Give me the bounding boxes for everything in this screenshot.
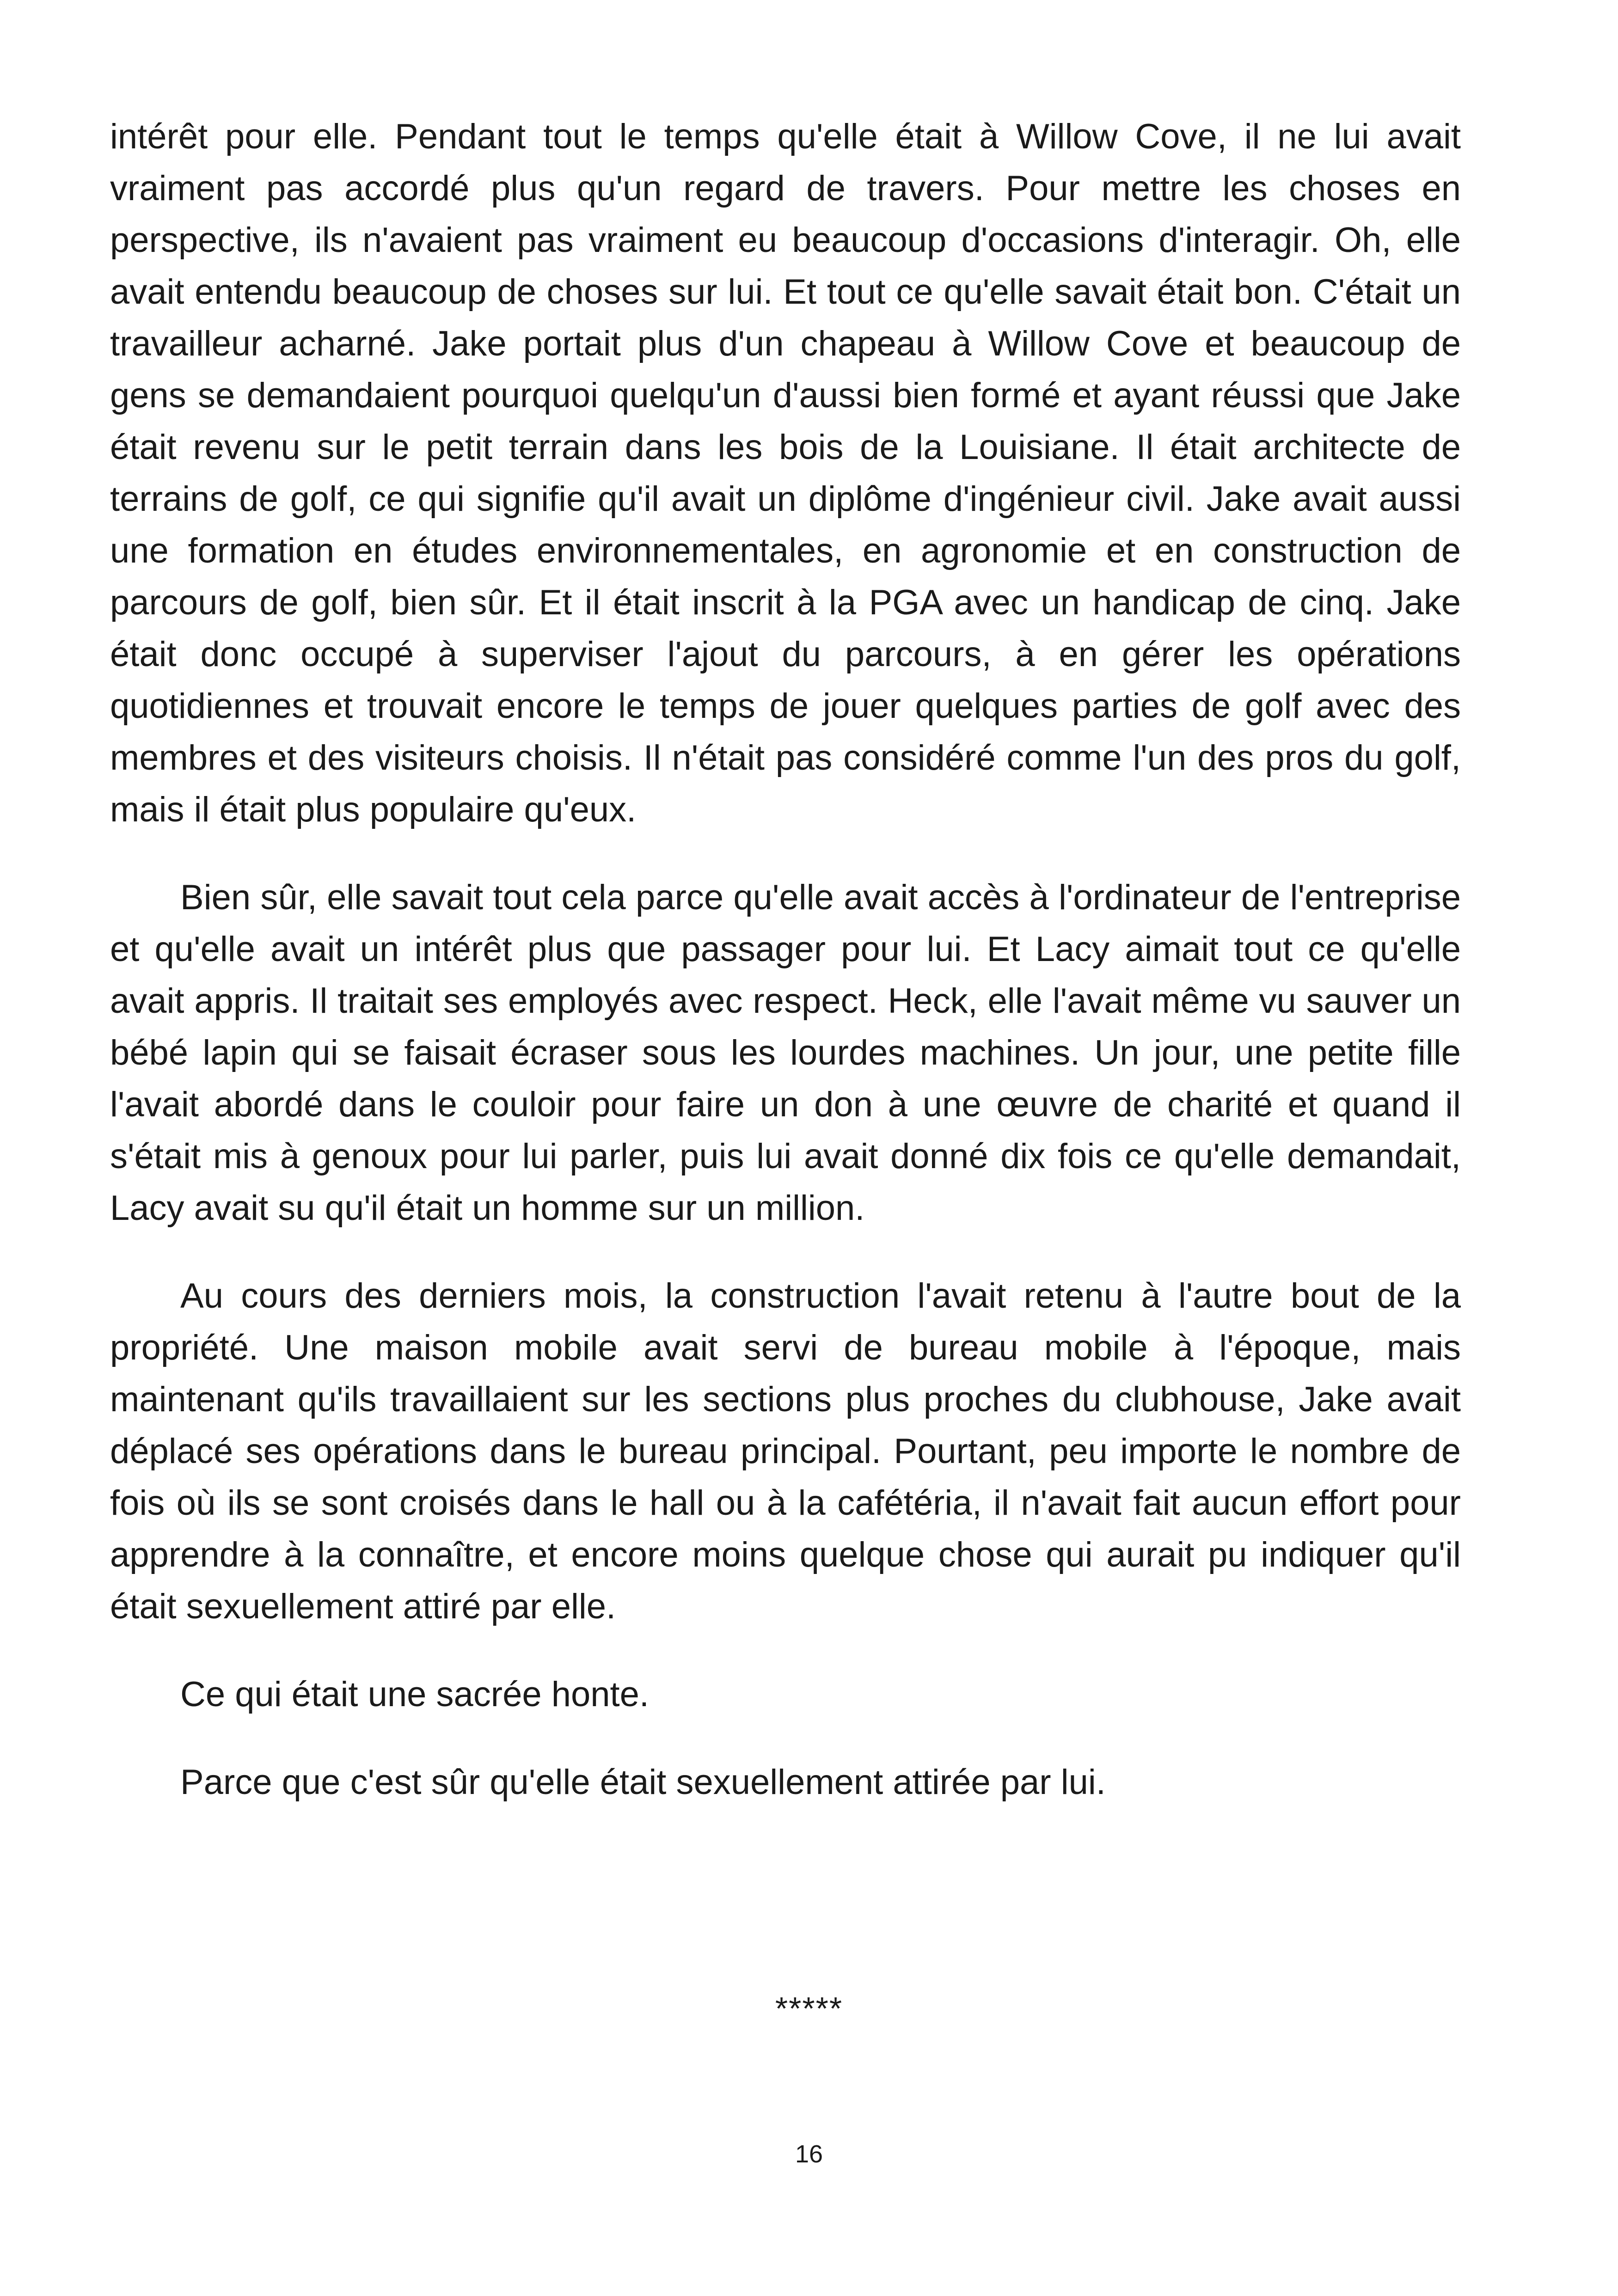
page-number: 16 xyxy=(795,2140,823,2168)
paragraph-5: Parce que c'est sûr qu'elle était sexuellement attirée par lui. xyxy=(180,1763,1106,1802)
paragraph-4: Ce qui était une sacrée honte. xyxy=(180,1675,650,1714)
body-text xyxy=(110,111,1461,1844)
paragraph-2: Bien sûr, elle savait tout cela parce qu'elle avait accès à l'ordinateur de l'entreprise et qu'elle avait un intérêt plus que passager pour lui. Et Lacy aimait tout ce qu'elle avait appris. Il traitait ses employés avec respect. Heck, elle l'avait même vu sauver un bébé lapin qui se faisait écraser sous les lourdes machines. Un jour, une petite fille l'avait abordé dans le couloir pour faire un don à une œuvre de charité et quand il s'était mis à genoux pour lui parler, puis lui avait donné dix fois ce qu'elle demandait, Lacy avait su qu'il était un homme sur un million. xyxy=(110,878,1461,1228)
scene-separator: ***** xyxy=(775,1990,843,2027)
paragraph-3: Au cours des derniers mois, la construction l'avait retenu à l'autre bout de la propriété. Une maison mobile avait servi de bureau mobile à l'époque, mais maintenant qu'ils travaillaient sur les sections plus proches du clubhouse, Jake avait déplacé ses opérations dans le bureau principal. Pourtant, peu importe le nombre de fois où ils se sont croisés dans le hall ou à la cafétéria, il n'avait fait aucun effort pour apprendre à la connaître, et encore moins quelque chose qui aurait pu indiquer qu'il était sexuellement attiré par elle. xyxy=(110,1276,1461,1626)
paragraph-1: intérêt pour elle. Pendant tout le temps qu'elle était à Willow Cove, il ne lui avait vraiment pas accordé plus qu'un regard de travers. Pour mettre les choses en perspective, ils n'avaient pas vraiment eu beaucoup d'occasions d'interagir. Oh, elle avait entendu beaucoup de choses sur lui. Et tout ce qu'elle savait était bon. C'était un travailleur acharné. Jake portait plus d'un chapeau à Willow Cove et beaucoup de gens se demandaient pourquoi quelqu'un d'aussi bien formé et ayant réussi que Jake était revenu sur le petit terrain dans les bois de la Louisiane. Il était architecte de terrains de golf, ce qui signifie qu'il avait un diplôme d'ingénieur civil. Jake avait aussi une formation en études environnementales, en agronomie et en construction de parcours de golf, bien sûr. Et il était inscrit à la PGA avec un handicap de cinq. Jake était donc occupé à superviser l'ajout du parcours, à en gérer les opérations quotidiennes et trouvait encore le temps de jouer quelques parties de golf avec des membres et des visiteurs choisis. Il n'était pas considéré comme l'un des pros du golf, mais il était plus populaire qu'eux. xyxy=(110,117,1461,829)
